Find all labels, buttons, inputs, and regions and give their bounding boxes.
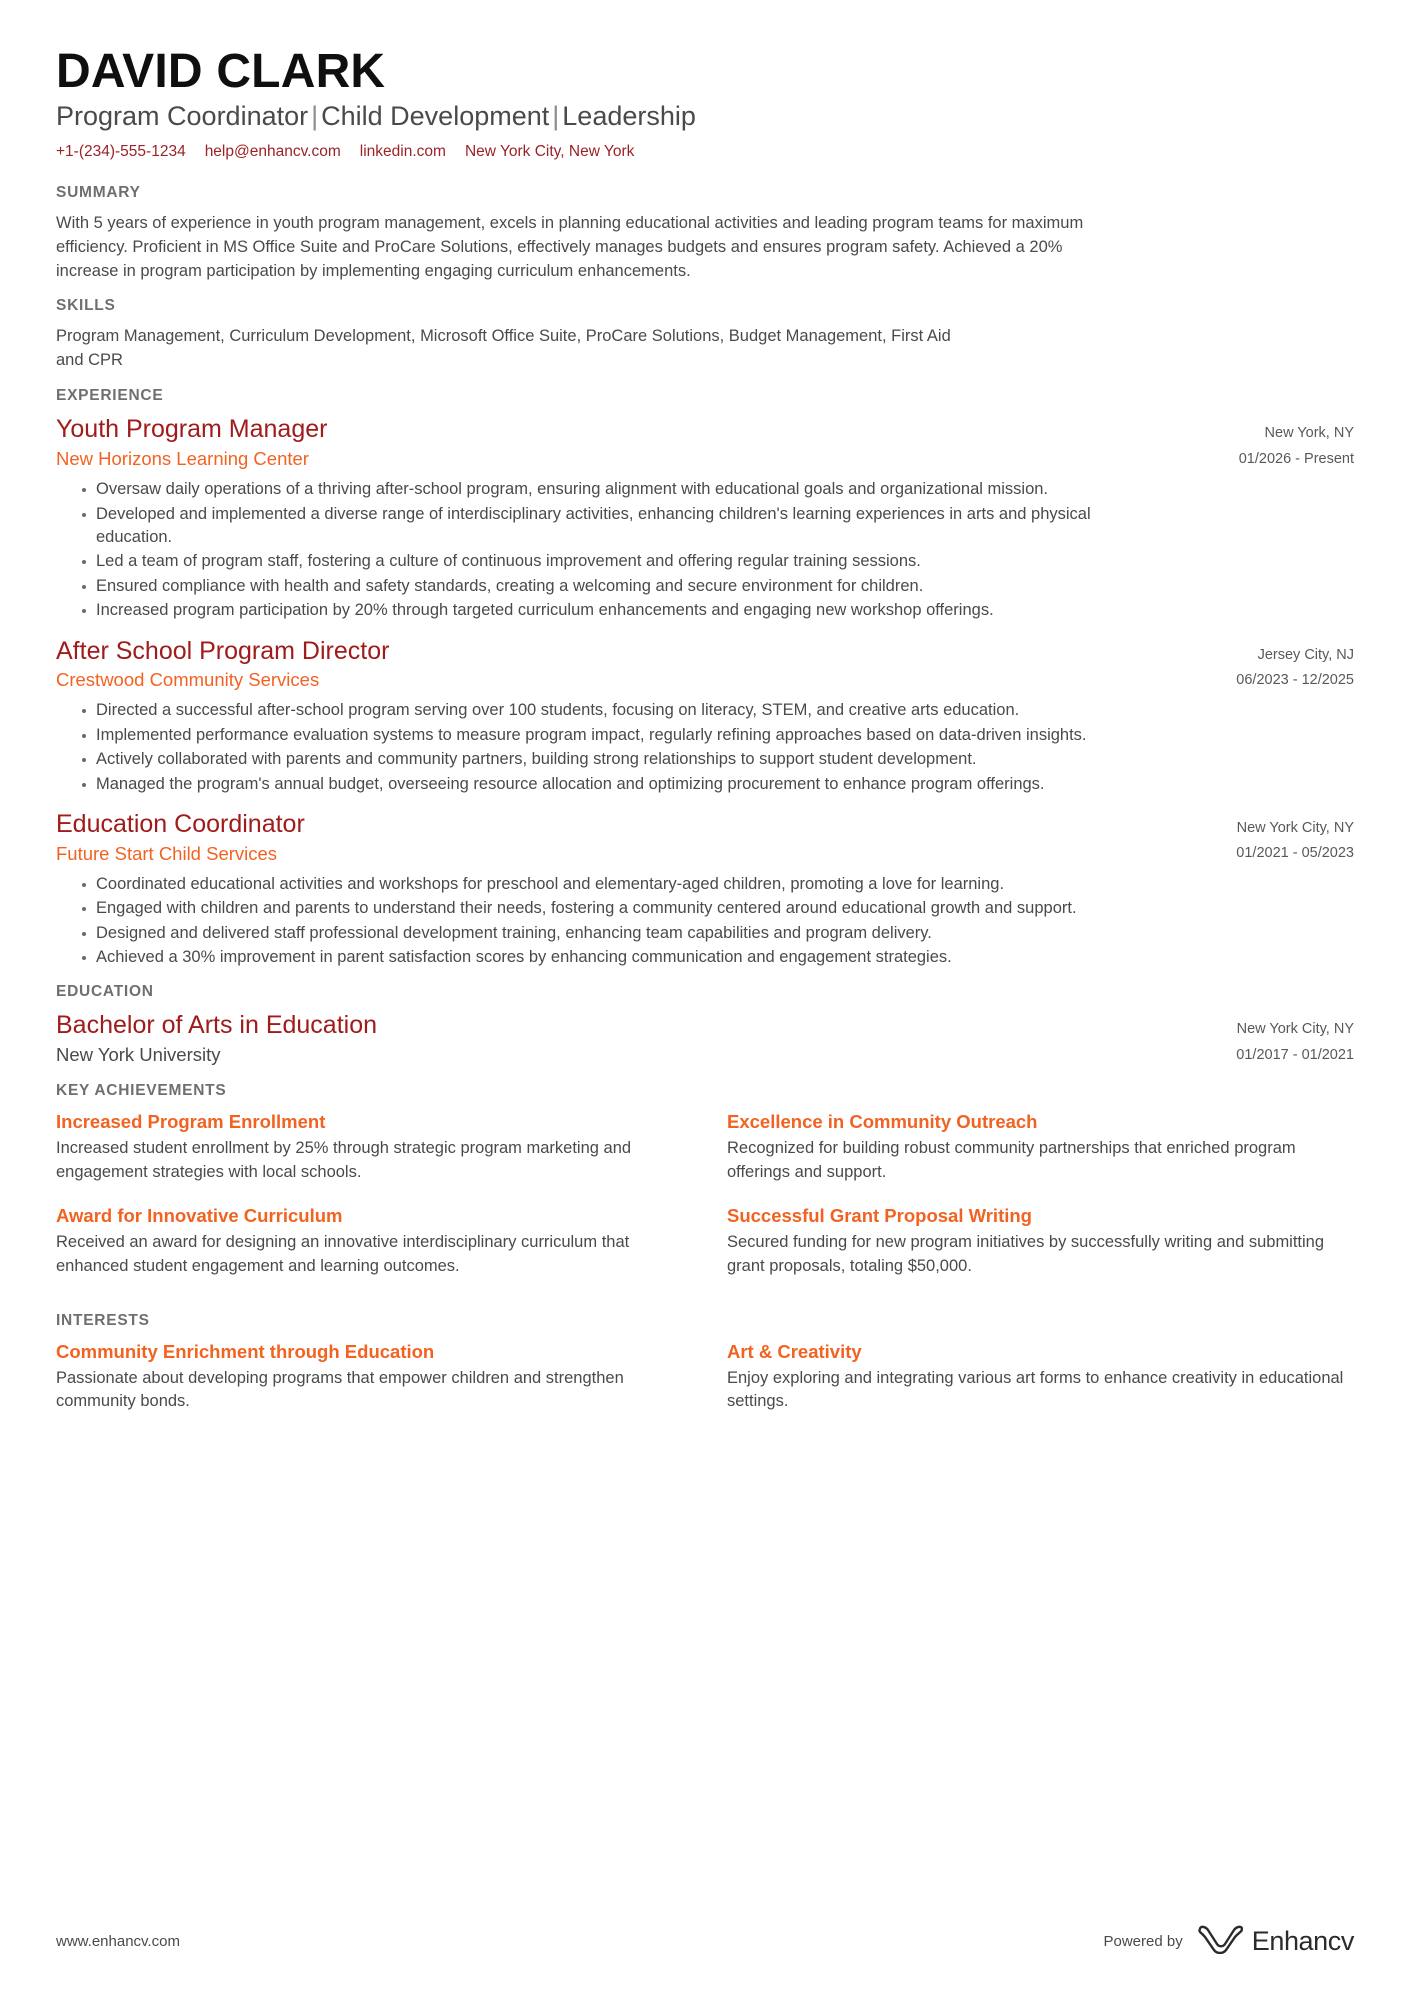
job-bullets [56, 873, 1354, 970]
job-title: After School Program Director [56, 636, 390, 665]
section-title-summary: SUMMARY [56, 183, 141, 201]
resume-header [56, 46, 1354, 162]
section-skills [56, 297, 1354, 373]
footer-branding [1104, 1924, 1355, 1959]
job-bullet: Ensured compliance with health and safety standards, creating a welcoming and secure environment for children. [82, 575, 1102, 598]
experience-entry-meta [1223, 415, 1354, 472]
education-entry-meta [1220, 1011, 1354, 1068]
interest-item [727, 1340, 1354, 1414]
job-location: New York, NY [1264, 425, 1354, 442]
education-entry [56, 1011, 1354, 1068]
job-company: New Horizons Learning Center [56, 447, 309, 469]
page-footer [56, 1924, 1354, 1959]
job-bullet: Achieved a 30% improvement in parent satisfaction scores by enhancing communication and engagement strategies. [82, 946, 1102, 969]
candidate-headline [56, 100, 1354, 134]
achievement-description: Secured funding for new program initiatives by successfully writing and submitting grant proposals, totaling $50,000. [727, 1233, 1325, 1275]
section-experience [56, 387, 1354, 969]
job-bullet: Engaged with children and parents to understand their needs, fostering a community centered around educational growth and support. [82, 897, 1102, 920]
job-bullet: Increased program participation by 20% through targeted curriculum enhancements and engaging new workshop offerings. [82, 599, 1102, 622]
section-key-achievements [56, 1082, 1354, 1298]
degree-title: Bachelor of Arts in Education [56, 1011, 378, 1040]
powered-by-label: Powered by [1103, 1933, 1183, 1950]
achievement-title: Successful Grant Proposal Writing [727, 1205, 1032, 1227]
experience-entry-left [56, 810, 1220, 866]
experience-entry [56, 637, 1354, 796]
contact-linkedin[interactable]: linkedin.com [359, 142, 446, 160]
interests-grid [56, 1340, 1354, 1434]
section-title-experience: EXPERIENCE [56, 387, 164, 405]
headline-separator-1: | [311, 100, 319, 131]
achievement-description: Recognized for building robust community partnerships that enriched program offerings and support. [727, 1139, 1296, 1181]
section-title-skills: SKILLS [56, 297, 116, 315]
achievement-title: Excellence in Community Outreach [727, 1111, 1038, 1133]
achievement-item [56, 1204, 683, 1278]
section-title-key-achievements: KEY ACHIEVEMENTS [56, 1082, 227, 1100]
job-dates: 01/2021 - 05/2023 [1236, 845, 1354, 862]
job-title: Education Coordinator [56, 810, 305, 839]
experience-entry-left [56, 415, 1223, 471]
education-entry-left [56, 1011, 1220, 1067]
interest-item [56, 1340, 683, 1414]
experience-entry-meta [1220, 637, 1354, 694]
job-bullets [56, 478, 1354, 623]
headline-part-1: Program Coordinator [56, 100, 309, 131]
job-bullet: Coordinated educational activities and workshops for preschool and elementary-aged children, promoting a love for learning. [82, 873, 1102, 896]
job-dates: 01/2026 - Present [1238, 450, 1354, 467]
enhancv-mark-icon [1197, 1924, 1243, 1959]
job-bullet: Designed and delivered staff professional development training, enhancing team capabilities and program delivery. [82, 922, 1102, 945]
job-location: Jersey City, NJ [1257, 646, 1354, 663]
job-bullet: Directed a successful after-school program serving over 100 students, focusing on literacy, STEM, and creative arts education. [82, 699, 1102, 722]
job-dates: 06/2023 - 12/2025 [1236, 671, 1354, 688]
headline-part-2: Child Development [321, 100, 550, 131]
job-bullet: Implemented performance evaluation systems to measure program impact, regularly refining approaches based on data-driven insights. [82, 724, 1102, 747]
interest-description: Enjoy exploring and integrating various art forms to enhance creativity in educational settings. [727, 1369, 1344, 1411]
school-name: New York University [56, 1043, 221, 1065]
school-location: New York City, NY [1236, 1021, 1354, 1038]
achievement-title: Award for Innovative Curriculum [56, 1205, 343, 1227]
headline-separator-2: | [552, 100, 560, 131]
interest-title: Art & Creativity [727, 1341, 862, 1363]
experience-entry-header [56, 415, 1354, 472]
section-title-interests: INTERESTS [56, 1312, 150, 1330]
job-company: Future Start Child Services [56, 842, 278, 864]
achievement-description: Received an award for designing an innovative interdisciplinary curriculum that enhanced student engagement and learning outcomes. [56, 1233, 630, 1275]
job-bullet: Actively collaborated with parents and community partners, building strong relationships to support student development. [82, 748, 1102, 771]
experience-entry-meta [1220, 810, 1354, 867]
job-bullet: Led a team of program staff, fostering a culture of continuous improvement and offering regular training sessions. [82, 550, 1102, 573]
job-bullet: Managed the program's annual budget, overseeing resource allocation and optimizing procurement to enhance program offerings. [82, 773, 1102, 796]
contact-email[interactable]: help@enhancv.com [204, 142, 341, 160]
headline-part-3: Leadership [562, 100, 696, 131]
achievement-item [727, 1204, 1354, 1278]
interest-description: Passionate about developing programs that empower children and strengthen community bonds. [56, 1369, 624, 1411]
job-bullet: Developed and implemented a diverse range of interdisciplinary activities, enhancing children's learning experiences in arts and physical education. [82, 503, 1102, 550]
job-title: Youth Program Manager [56, 415, 328, 444]
contact-bar [56, 142, 1354, 162]
summary-text: With 5 years of experience in youth program management, excels in planning educational activities and leading program teams for maximum efficiency. Proficient in MS Office Suite and ProCare Solutions, effectively manages budgets and ensures program safety. Achieved a 20% increase in program participation by implementing engaging curriculum enhancements. [56, 213, 1084, 280]
job-bullet: Oversaw daily operations of a thriving after-school program, ensuring alignment with educational goals and organizational mission. [82, 478, 1102, 501]
achievement-item [727, 1110, 1354, 1184]
experience-entry-header [56, 637, 1354, 694]
contact-phone[interactable]: +1-(234)-555-1234 [56, 142, 186, 160]
section-education [56, 983, 1354, 1068]
skills-text: Program Management, Curriculum Development, Microsoft Office Suite, ProCare Solutions, Budget Management, First Aid and CPR [56, 327, 951, 370]
education-entry-header [56, 1011, 1354, 1068]
enhancv-logo [1197, 1924, 1354, 1959]
achievement-description: Increased student enrollment by 25% through strategic program marketing and engagement strategies with local schools. [56, 1139, 632, 1181]
achievement-item [56, 1110, 683, 1184]
footer-website-url[interactable]: www.enhancv.com [56, 1933, 180, 1950]
section-interests [56, 1312, 1354, 1434]
enhancv-wordmark: Enhancv [1251, 1926, 1354, 1956]
experience-entry-header [56, 810, 1354, 867]
job-bullets [56, 699, 1354, 796]
school-dates: 01/2017 - 01/2021 [1236, 1046, 1354, 1063]
contact-location: New York City, New York [464, 142, 635, 160]
key-achievements-grid [56, 1110, 1354, 1298]
experience-entry-left [56, 637, 1220, 693]
section-summary [56, 184, 1354, 284]
job-location: New York City, NY [1236, 820, 1354, 837]
job-company: Crestwood Community Services [56, 669, 320, 691]
experience-entry [56, 415, 1354, 622]
experience-entry [56, 810, 1354, 969]
candidate-name: DAVID CLARK [56, 45, 386, 98]
section-title-education: EDUCATION [56, 983, 154, 1001]
interest-title: Community Enrichment through Education [56, 1341, 435, 1363]
achievement-title: Increased Program Enrollment [56, 1111, 326, 1133]
